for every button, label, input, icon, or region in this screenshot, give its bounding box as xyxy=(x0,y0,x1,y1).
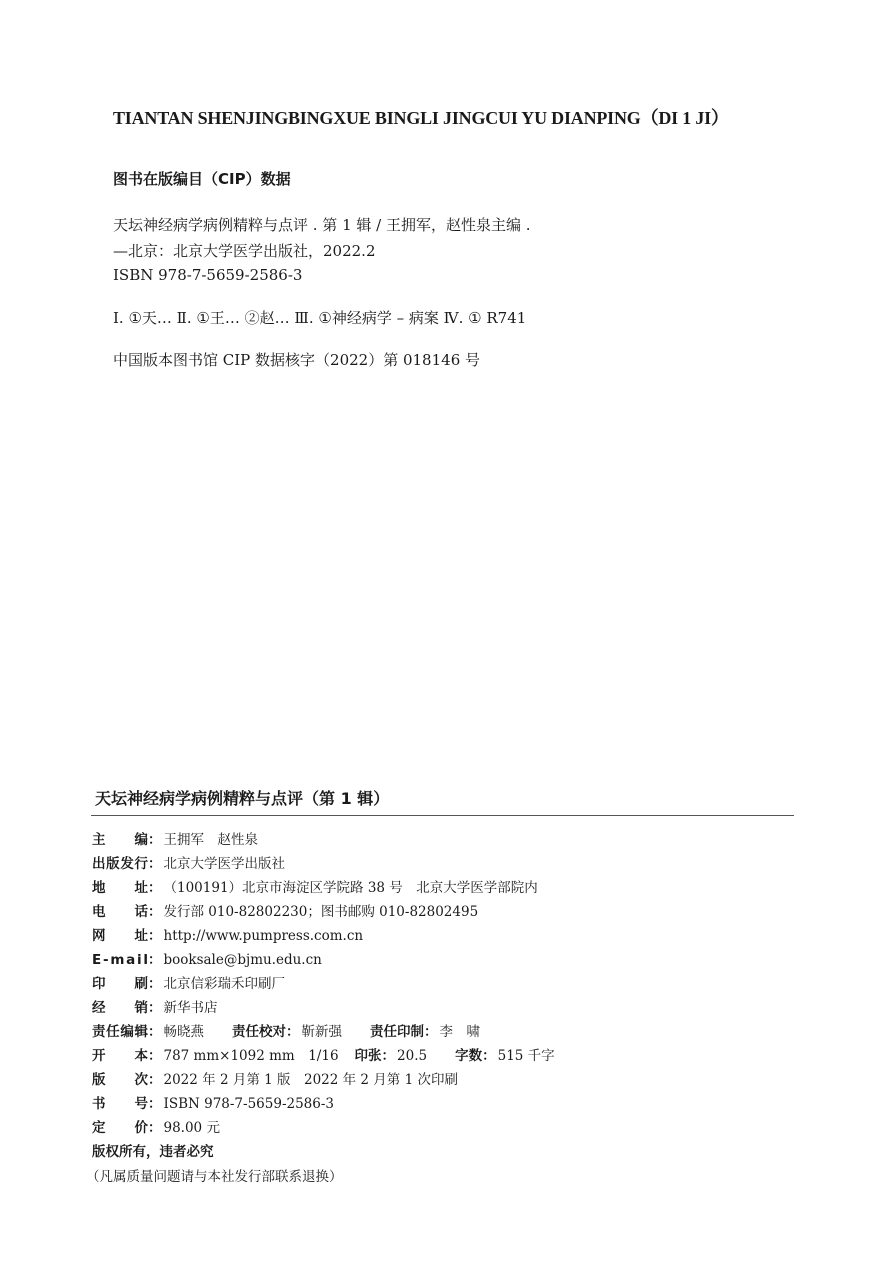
phone-label xyxy=(92,900,148,920)
cip-isbn-line: ISBN 978-7-5659-2586-3 xyxy=(113,266,303,284)
printer-label xyxy=(92,972,148,992)
website-link[interactable]: http://www.pumpress.com.cn xyxy=(163,928,364,944)
colophon-row-editors: 主 编 ： 王拥军 赵性泉 xyxy=(92,828,258,850)
cip-heading: 图书在版编目（CIP）数据 xyxy=(113,170,291,188)
cip-classification-line: Ⅰ. ①天… Ⅱ. ①王… ②赵… Ⅲ. ①神经病学 – 病案 Ⅳ. ① R741 xyxy=(113,309,527,327)
cip-publisher-line: —北京：北京大学医学出版社，2022.2 xyxy=(113,242,376,260)
return-policy-note: （凡属质量问题请与本社发行部联系退换） xyxy=(86,1169,343,1185)
format-value: 787 mm×1092 mm 1/16 xyxy=(163,1048,339,1064)
cip-core-data-line: 中国版本图书馆 CIP 数据核字（2022）第 018146 号 xyxy=(113,351,481,369)
label-char: 出 xyxy=(92,856,106,872)
proofreader-label: 责任校对 xyxy=(232,1024,286,1040)
proofreader-value: 靳新强 xyxy=(301,1024,342,1040)
colophon-row-printer: 印 刷 ： 北京信彩瑞禾印刷厂 xyxy=(92,972,285,994)
publisher-value: 北京大学医学出版社 xyxy=(163,856,285,872)
colophon-row-staff: 责 任 编 辑 ： 畅晓燕 责任校对 ： 靳新强 责任印制 ： 李 啸 xyxy=(92,1020,480,1042)
label-char: 址 xyxy=(134,880,148,896)
label-char: 主 xyxy=(92,832,106,848)
label-char: 责 xyxy=(92,1024,106,1040)
label-char: a xyxy=(126,952,136,968)
label-char: 电 xyxy=(92,904,106,920)
label-char: 次 xyxy=(134,1072,148,1088)
label-char: 定 xyxy=(92,1120,106,1136)
price-label xyxy=(92,1116,148,1136)
editors-label xyxy=(92,828,148,848)
label-char: 任 xyxy=(106,1024,120,1040)
printer-value: 北京信彩瑞禾印刷厂 xyxy=(163,976,285,992)
editors-value: 王拥军 赵性泉 xyxy=(163,832,258,848)
colophon-row-email: E - m a i l ： booksale@bjmu.edu.cn xyxy=(92,952,322,968)
price-value: 98.00 元 xyxy=(163,1120,220,1136)
copyright-notice: 版权所有，违者必究 xyxy=(92,1144,214,1160)
label-char: 刷 xyxy=(134,976,148,992)
book-number-label xyxy=(92,1092,148,1112)
sheets-value: 20.5 xyxy=(397,1048,428,1064)
pinyin-title: TIANTAN SHENJINGBINGXUE BINGLI JINGCUI YU DIANPING（DI 1 JI） xyxy=(113,108,729,128)
edition-label xyxy=(92,1068,148,1088)
label-char: 本 xyxy=(134,1048,148,1064)
format-label xyxy=(92,1044,148,1064)
label-char: 版 xyxy=(92,1072,106,1088)
cip-title-line: 天坛神经病学病例精粹与点评 . 第 1 辑 / 王拥军，赵性泉主编 . xyxy=(113,216,531,234)
label-char: 行 xyxy=(134,856,148,872)
address-value: （100191）北京市海淀区学院路 38 号 北京大学医学部院内 xyxy=(163,880,538,896)
label-char: m xyxy=(110,952,125,968)
word-count-label: 字数 xyxy=(455,1048,483,1064)
responsible-editor-value: 畅晓燕 xyxy=(163,1024,204,1040)
label-char: 销 xyxy=(134,1000,148,1016)
label-char: - xyxy=(102,952,109,968)
colophon-row-price: 定 价 ： 98.00 元 xyxy=(92,1116,220,1138)
colophon-row-isbn: 书 号 ： ISBN 978-7-5659-2586-3 xyxy=(92,1092,334,1114)
word-count-value: 515 千字 xyxy=(497,1048,555,1064)
label-char: 开 xyxy=(92,1048,106,1064)
book-number-value: ISBN 978-7-5659-2586-3 xyxy=(163,1096,335,1112)
colophon-row-website: 网 址 ： http://www.pumpress.com.cn xyxy=(92,924,363,946)
responsible-editor-label xyxy=(92,1020,148,1040)
colophon-row-phone: 电 话 ： 发行部 010-82802230；图书邮购 010-82802495 xyxy=(92,900,478,922)
label-char: 网 xyxy=(92,928,106,944)
colophon-divider xyxy=(91,815,794,816)
distributor-value: 新华书店 xyxy=(163,1000,218,1016)
label-char: E xyxy=(92,952,102,968)
distributor-label xyxy=(92,996,148,1016)
label-char: 版 xyxy=(106,856,120,872)
label-char: 发 xyxy=(120,856,134,872)
label-char: i xyxy=(136,952,142,968)
label-char: 址 xyxy=(134,928,148,944)
edition-value: 2022 年 2 月第 1 版 2022 年 2 月第 1 次印刷 xyxy=(163,1072,458,1088)
label-char: 书 xyxy=(92,1096,106,1112)
colophon-book-title: 天坛神经病学病例精粹与点评（第 1 辑） xyxy=(95,789,390,808)
colophon-row-distributor: 经 销 ： 新华书店 xyxy=(92,996,218,1018)
email-label xyxy=(92,952,148,968)
colophon-row-address: 地 址 ： （100191）北京市海淀区学院路 38 号 北京大学医学部院内 xyxy=(92,876,538,898)
label-char: 价 xyxy=(134,1120,148,1136)
colophon-row-publisher: 出 版 发 行 ： 北京大学医学出版社 xyxy=(92,852,285,874)
publisher-label xyxy=(92,852,148,872)
label-char: 编 xyxy=(134,832,148,848)
label-char: l xyxy=(143,952,148,968)
label-char: 话 xyxy=(134,904,148,920)
print-supervisor-label: 责任印制 xyxy=(370,1024,424,1040)
address-label xyxy=(92,876,148,896)
website-label xyxy=(92,924,148,944)
label-char: 编 xyxy=(120,1024,134,1040)
label-char: 印 xyxy=(92,976,106,992)
colophon-row-edition: 版 次 ： 2022 年 2 月第 1 版 2022 年 2 月第 1 次印刷 xyxy=(92,1068,458,1090)
label-char: 经 xyxy=(92,1000,106,1016)
label-char: 号 xyxy=(134,1096,148,1112)
print-supervisor-value: 李 啸 xyxy=(439,1024,480,1040)
sheets-label: 印张 xyxy=(354,1048,382,1064)
phone-value: 发行部 010-82802230；图书邮购 010-82802495 xyxy=(163,904,479,920)
label-char: 辑 xyxy=(134,1024,148,1040)
email-link[interactable]: booksale@bjmu.edu.cn xyxy=(163,952,322,968)
label-char: 地 xyxy=(92,880,106,896)
colophon-row-format: 开 本 ： 787 mm×1092 mm 1/16 印张 ： 20.5 字数 ： 515 千字 xyxy=(92,1044,555,1066)
